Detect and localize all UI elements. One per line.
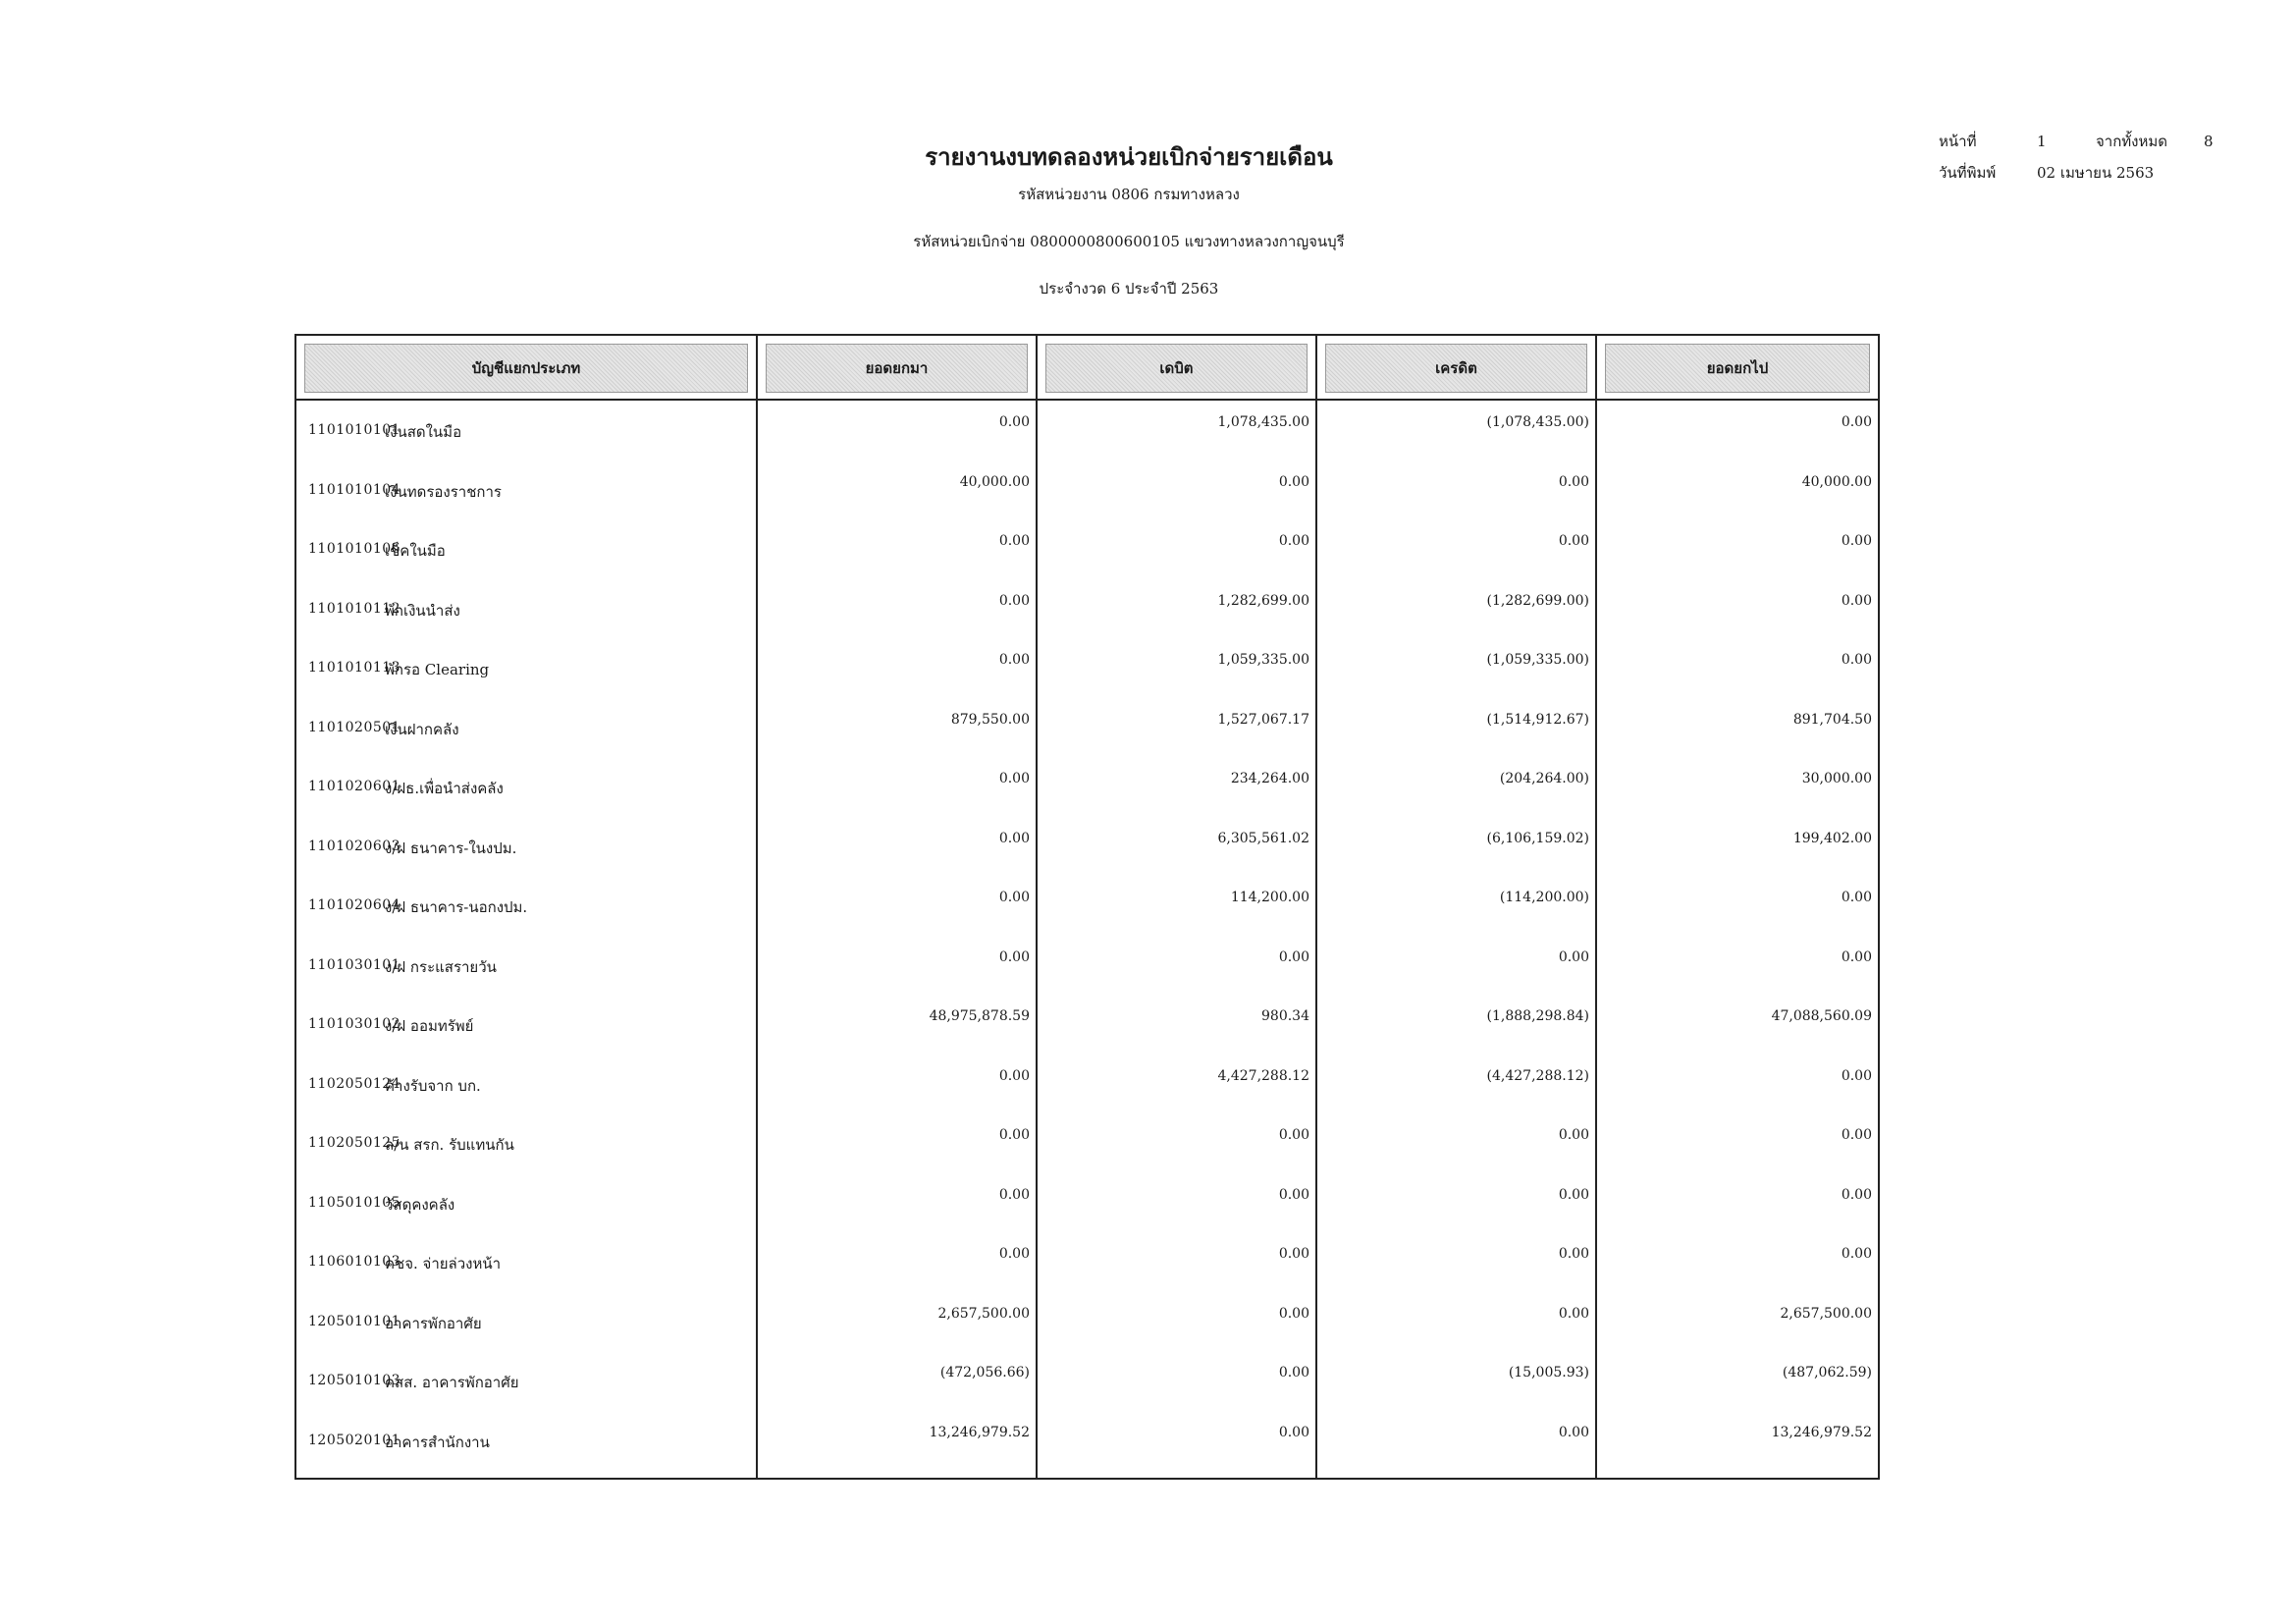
table-cell	[1317, 638, 1595, 698]
account-code: 1101020601	[308, 779, 401, 794]
table-row	[296, 817, 756, 877]
brought-forward-value: 0.00	[998, 652, 1030, 668]
table-row	[296, 995, 756, 1055]
table-row	[296, 638, 756, 698]
print-date: 02 เมษายน 2563	[2037, 164, 2155, 182]
table-cell	[1597, 936, 1878, 996]
debit-value: 0.00	[1278, 1365, 1309, 1380]
brought-forward-value: 48,975,878.59	[929, 1008, 1030, 1024]
debit-value: 0.00	[1278, 948, 1309, 965]
carried-forward-value: 2,657,500.00	[1780, 1305, 1872, 1322]
carried-forward-value: 0.00	[1841, 1246, 1872, 1262]
table-cell	[1038, 936, 1315, 996]
account-code: 1101010104	[308, 481, 401, 498]
debit-value: 1,059,335.00	[1217, 652, 1309, 668]
table-cell	[1038, 1232, 1315, 1292]
table-cell	[1597, 1113, 1878, 1173]
credit-value: (1,059,335.00)	[1486, 652, 1589, 668]
credit-value: 0.00	[1558, 1246, 1589, 1262]
account-name: ง/ฝ กระแสรายวัน	[385, 957, 497, 976]
carried-forward-value: 0.00	[1841, 1127, 1872, 1143]
account-name: เงินฝากคลัง	[385, 720, 459, 738]
table-cell	[1317, 579, 1595, 639]
table-cell	[758, 1232, 1036, 1292]
table-cell	[1597, 1351, 1878, 1411]
account-code: 1101020603	[308, 838, 401, 854]
report-period: ประจำงวด 6 ประจำปี 2563	[1039, 280, 1219, 298]
carried-forward-value: 891,704.50	[1792, 711, 1872, 728]
table-row	[296, 401, 756, 460]
table-cell	[1317, 1351, 1595, 1411]
account-name: ค้างรับจาก บก.	[385, 1076, 481, 1095]
table-cell	[1317, 401, 1595, 460]
total-pages: 8	[2204, 133, 2214, 150]
brought-forward-value: (472,056.66)	[939, 1365, 1030, 1380]
brought-forward-value: 0.00	[998, 890, 1030, 905]
debit-column	[1038, 336, 1317, 1478]
table-cell	[758, 519, 1036, 579]
page-number: 1	[2037, 133, 2047, 150]
header-divider	[296, 399, 1878, 401]
carried-forward-value: 0.00	[1841, 1186, 1872, 1203]
table-cell	[758, 876, 1036, 936]
brought-forward-value: 0.00	[998, 1186, 1030, 1203]
carried-forward-value: 199,402.00	[1792, 830, 1872, 846]
account-name: คชจ. จ่ายล่วงหน้า	[385, 1255, 502, 1272]
account-code: 1105010105	[308, 1194, 401, 1211]
table-cell	[1038, 1411, 1315, 1471]
table-cell	[758, 1411, 1036, 1471]
table-cell	[1317, 757, 1595, 817]
table-row	[296, 1232, 756, 1292]
account-name: คสส. อาคารพักอาศัย	[385, 1374, 519, 1391]
table-cell	[1038, 876, 1315, 936]
brought-forward-value: 0.00	[998, 1246, 1030, 1262]
table-cell	[1317, 1055, 1595, 1114]
account-code: 1101030101	[308, 956, 401, 973]
account-column	[296, 336, 758, 1478]
debit-value: 0.00	[1278, 473, 1309, 490]
table-cell	[1597, 876, 1878, 936]
debit-value: 0.00	[1278, 1127, 1309, 1143]
table-row	[296, 936, 756, 996]
credit-value: 0.00	[1558, 1127, 1589, 1143]
brought-forward-value: 0.00	[998, 533, 1030, 549]
debit-value: 1,527,067.17	[1217, 711, 1309, 728]
table-cell	[1038, 698, 1315, 758]
table-cell	[1038, 460, 1315, 520]
column-header-credit: เครดิต	[1325, 344, 1587, 393]
account-code: 1101010112	[308, 600, 401, 617]
report-title: รายงานงบทดลองหน่วยเบิกจ่ายรายเดือน	[925, 142, 1333, 171]
table-row	[296, 757, 756, 817]
table-cell	[1038, 1173, 1315, 1233]
credit-value: (1,888,298.84)	[1486, 1008, 1589, 1024]
brought-forward-value: 0.00	[998, 1127, 1030, 1143]
page-label: หน้าที่	[1939, 133, 1977, 150]
table-cell	[1597, 519, 1878, 579]
debit-value: 980.34	[1261, 1008, 1309, 1024]
credit-cells	[1317, 401, 1595, 1470]
debit-value: 0.00	[1278, 533, 1309, 549]
account-name: พักเงินนำส่ง	[385, 601, 460, 620]
carried-forward-value: 30,000.00	[1801, 771, 1872, 786]
brought-forward-value: 13,246,979.52	[929, 1424, 1030, 1440]
table-cell	[1038, 401, 1315, 460]
credit-column	[1317, 336, 1597, 1478]
table-row	[296, 1411, 756, 1471]
table-row	[296, 1351, 756, 1411]
carried-forward-value: 0.00	[1841, 890, 1872, 905]
account-code: 1102050124	[308, 1075, 401, 1092]
account-code: 1205010101	[308, 1313, 401, 1329]
account-code: 1101030102	[308, 1016, 401, 1032]
carried-forward-value: 0.00	[1841, 948, 1872, 965]
page-number-row	[1939, 126, 2214, 157]
credit-value: (204,264.00)	[1499, 771, 1589, 786]
debit-value: 234,264.00	[1230, 771, 1309, 786]
account-name: วัสดุคงคลัง	[385, 1195, 455, 1214]
print-date-row	[1939, 157, 2214, 189]
credit-value: 0.00	[1558, 1424, 1589, 1440]
print-date-label: วันที่พิมพ์	[1939, 164, 1997, 182]
credit-value: 0.00	[1558, 473, 1589, 490]
table-cell	[1038, 519, 1315, 579]
table-row	[296, 1292, 756, 1352]
table-row	[296, 1055, 756, 1114]
table-cell	[1317, 460, 1595, 520]
credit-value: 0.00	[1558, 1305, 1589, 1322]
table-cell	[1038, 579, 1315, 639]
carried-forward-value: 47,088,560.09	[1771, 1008, 1872, 1024]
carried-forward-value: 0.00	[1841, 533, 1872, 549]
account-name: เงินทดรองราชการ	[385, 482, 502, 501]
table-cell	[1038, 1055, 1315, 1114]
table-row	[296, 876, 756, 936]
account-code: 1101010106	[308, 541, 401, 557]
table-cell	[1597, 1055, 1878, 1114]
carried-forward-value: 0.00	[1841, 1067, 1872, 1084]
table-cell	[1317, 698, 1595, 758]
carried-forward-value: 13,246,979.52	[1771, 1424, 1872, 1440]
account-code: 1101010113	[308, 660, 401, 676]
table-cell	[1038, 817, 1315, 877]
account-name: ง/ฝ ธนาคาร-ในงปม.	[385, 839, 517, 857]
brought-forward-value: 0.00	[998, 771, 1030, 786]
table-cell	[1597, 1411, 1878, 1471]
debit-value: 4,427,288.12	[1217, 1067, 1309, 1084]
table-cell	[1597, 757, 1878, 817]
of-label: จากทั้งหมด	[2096, 133, 2168, 150]
table-cell	[1317, 1411, 1595, 1471]
page-info	[1939, 126, 2214, 189]
table-cell	[1597, 1173, 1878, 1233]
table-cell	[1317, 519, 1595, 579]
table-cell	[1597, 1292, 1878, 1352]
table-row	[296, 1113, 756, 1173]
debit-value: 0.00	[1278, 1186, 1309, 1203]
credit-value: (1,514,912.67)	[1486, 711, 1589, 728]
table-cell	[758, 579, 1036, 639]
credit-value: 0.00	[1558, 1186, 1589, 1203]
account-code: 1101020604	[308, 897, 401, 913]
column-header-debit: เดบิต	[1045, 344, 1308, 393]
account-name: พักรอ Clearing	[385, 661, 490, 678]
table-cell	[758, 1351, 1036, 1411]
table-cell	[1597, 579, 1878, 639]
carried-forward-value: 0.00	[1841, 592, 1872, 609]
table-cell	[1317, 1232, 1595, 1292]
table-cell	[1597, 995, 1878, 1055]
table-cell	[758, 460, 1036, 520]
column-header-brought-forward: ยอดยกมา	[766, 344, 1028, 393]
credit-value: 0.00	[1558, 533, 1589, 549]
table-cell	[758, 1292, 1036, 1352]
account-code: 1106010103	[308, 1254, 401, 1270]
account-name: ง/ฝธ.เพื่อนำส่งคลัง	[385, 780, 504, 797]
table-cell	[758, 638, 1036, 698]
brought-forward-cells	[758, 401, 1036, 1470]
column-header-carried-forward: ยอดยกไป	[1605, 344, 1870, 393]
table-cell	[1038, 1292, 1315, 1352]
table-cell	[758, 936, 1036, 996]
carried-forward-value: (487,062.59)	[1782, 1365, 1872, 1380]
account-name: ง/ฝ ธนาคาร-นอกงปม.	[385, 898, 528, 916]
agency-code: รหัสหน่วยงาน 0806 กรมทางหลวง	[1018, 186, 1240, 203]
debit-value: 1,078,435.00	[1217, 414, 1309, 430]
brought-forward-value: 0.00	[998, 592, 1030, 609]
debit-value: 114,200.00	[1230, 890, 1309, 905]
credit-value: (1,078,435.00)	[1486, 414, 1589, 430]
table-row	[296, 579, 756, 639]
debit-value: 6,305,561.02	[1217, 830, 1309, 846]
brought-forward-value: 879,550.00	[950, 711, 1030, 728]
account-name: อาคารสำนักงาน	[385, 1433, 490, 1451]
carried-forward-value: 40,000.00	[1801, 473, 1872, 490]
table-cell	[1597, 460, 1878, 520]
table-cell	[1597, 638, 1878, 698]
debit-value: 1,282,699.00	[1217, 592, 1309, 609]
credit-value: (114,200.00)	[1499, 890, 1589, 905]
account-name: อาคารพักอาศัย	[385, 1314, 482, 1332]
account-cells	[296, 401, 756, 1470]
account-code: 1101020501	[308, 719, 401, 735]
brought-forward-value: 0.00	[998, 830, 1030, 846]
table-cell	[758, 698, 1036, 758]
account-name: ง/ฝ ออมทรัพย์	[385, 1017, 474, 1035]
table-cell	[1317, 817, 1595, 877]
account-code: 1101010101	[308, 422, 401, 438]
debit-value: 0.00	[1278, 1246, 1309, 1262]
table-cell	[1317, 1113, 1595, 1173]
brought-forward-value: 0.00	[998, 1067, 1030, 1084]
table-cell	[1038, 1351, 1315, 1411]
trial-balance-table	[294, 334, 1880, 1480]
debit-cells	[1038, 401, 1315, 1470]
table-cell	[1317, 936, 1595, 996]
debit-value: 0.00	[1278, 1424, 1309, 1440]
table-cell	[758, 757, 1036, 817]
table-cell	[1597, 817, 1878, 877]
brought-forward-value: 0.00	[998, 948, 1030, 965]
credit-value: 0.00	[1558, 948, 1589, 965]
table-cell	[1317, 995, 1595, 1055]
debit-value: 0.00	[1278, 1305, 1309, 1322]
table-cell	[1038, 995, 1315, 1055]
table-row	[296, 460, 756, 520]
table-cell	[1038, 638, 1315, 698]
account-code: 1205020101	[308, 1432, 401, 1448]
table-cell	[1597, 698, 1878, 758]
credit-value: (6,106,159.02)	[1486, 830, 1589, 846]
credit-value: (1,282,699.00)	[1486, 592, 1589, 609]
table-cell	[1317, 876, 1595, 936]
table-row	[296, 519, 756, 579]
carried-forward-cells	[1597, 401, 1878, 1470]
table-cell	[758, 995, 1036, 1055]
account-code: 1205010103	[308, 1373, 401, 1388]
account-name: ล/น สรก. รับแทนกัน	[385, 1136, 514, 1154]
carried-forward-value: 0.00	[1841, 414, 1872, 430]
table-cell	[1597, 1232, 1878, 1292]
credit-value: (4,427,288.12)	[1486, 1067, 1589, 1084]
table-row	[296, 1173, 756, 1233]
column-header-account: บัญชีแยกประเภท	[304, 344, 748, 393]
carried-forward-value: 0.00	[1841, 652, 1872, 668]
table-cell	[758, 817, 1036, 877]
brought-forward-value: 0.00	[998, 414, 1030, 430]
credit-value: (15,005.93)	[1508, 1365, 1589, 1380]
table-cell	[758, 1173, 1036, 1233]
brought-forward-value: 2,657,500.00	[937, 1305, 1030, 1322]
brought-forward-column	[758, 336, 1038, 1478]
account-code: 1102050125	[308, 1135, 401, 1151]
brought-forward-value: 40,000.00	[959, 473, 1030, 490]
table-cell	[758, 1055, 1036, 1114]
table-cell	[758, 401, 1036, 460]
table-cell	[758, 1113, 1036, 1173]
table-cell	[1597, 401, 1878, 460]
account-name: เงินสดในมือ	[385, 423, 462, 441]
disbursing-unit: รหัสหน่วยเบิกจ่าย 0800000800600105 แขวงทางหลวงกาญจนบุรี	[913, 233, 1345, 250]
carried-forward-column	[1597, 336, 1878, 1478]
table-row	[296, 698, 756, 758]
table-cell	[1317, 1173, 1595, 1233]
table-cell	[1038, 757, 1315, 817]
table-cell	[1038, 1113, 1315, 1173]
table-cell	[1317, 1292, 1595, 1352]
account-name: เช็คในมือ	[385, 542, 446, 560]
